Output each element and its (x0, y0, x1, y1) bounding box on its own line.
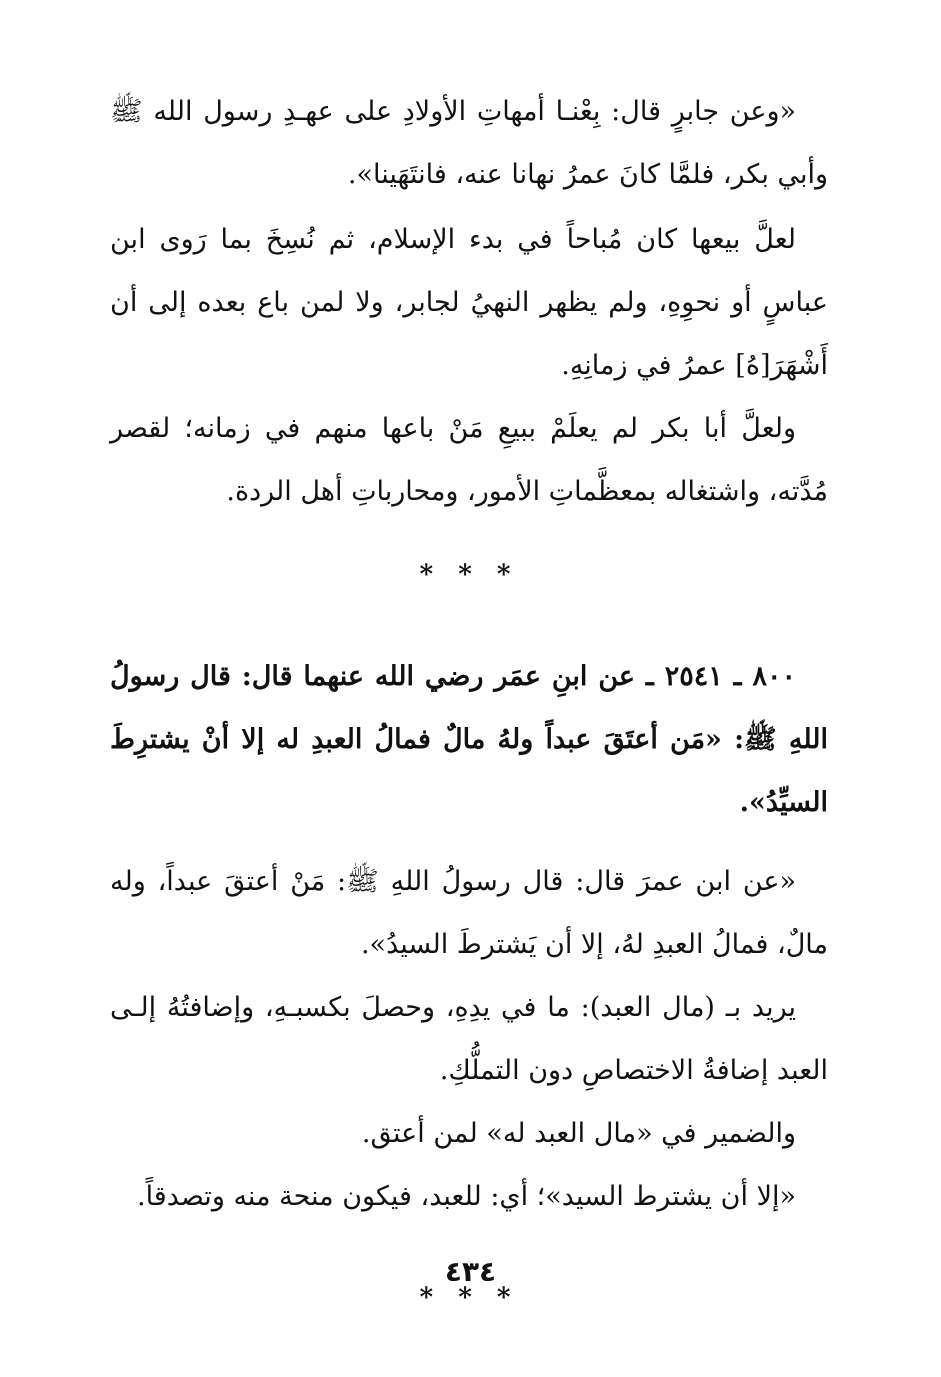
paragraph-jabir-narration: «وعن جابرٍ قال: بِعْنـا أمهاتِ الأولادِ على عهـدِ رسول الله ﷺ وأبي بكر، فلمَّا كانَ عمرُ نهانا عنه، فانتَهَينا». (110, 96, 828, 190)
paragraph-abrogation-explanation: لعلَّ بيعها كان مُباحاً في بدء الإسلام، ثم نُسِخَ بما رَوى ابن عباسٍ أو نحوِهِ، ولم يظهر النهيُ لجابر، ولا لمن باع بعده إلى أن أَشْهَرَ[هُ] عمرُ في زمانِهِ. (110, 224, 828, 381)
hadith-text: ٨٠٠ ـ ٢٥٤١ ـ عن ابنِ عمَر رضي الله عنهما قال: قال رسولُ اللهِ ﷺ: «مَن أعتَقَ عبداً ولهُ مالٌ فمالُ العبدِ له إلا أنْ يشترِطَ السيِّدُ». (110, 661, 828, 818)
page-number: ٤٣٤ (444, 1255, 497, 1288)
paragraph-condition-explanation: «إلا أن يشترط السيد»؛ أي: للعبد، فيكون منحة منه وتصدقاً. (137, 1181, 796, 1212)
paragraph-slave-property-explanation: يريد بـ (مال العبد): ما في يدِهِ، وحصلَ بكسبـهِ، وإضافتُهُ إلـى العبد إضافةُ الاختصاصِ دون التملُّكِ. (110, 992, 828, 1086)
page-body (110, 80, 828, 1313)
paragraph-ibn-umar-narration: «عن ابن عمرَ قال: قال رسولُ اللهِ ﷺ: مَنْ أعتقَ عبداً، وله مالٌ، فمالُ العبدِ لهُ، إلا أن يَشترطَ السيدُ». (110, 866, 828, 960)
paragraph-abu-bakr-explanation: ولعلَّ أبا بكر لم يعلَمْ ببيعِ مَنْ باعها منهم في زمانه؛ لقصر مُدَّته، واشتغاله بمعظَّماتِ الأمور، ومحارباتِ أهل الردة. (110, 413, 828, 507)
section-separator-end: * * * (419, 1283, 519, 1313)
paragraph-pronoun-explanation: والضمير في «مال العبد له» لمن أعتق. (361, 1118, 796, 1149)
section-separator: * * * (419, 560, 519, 590)
